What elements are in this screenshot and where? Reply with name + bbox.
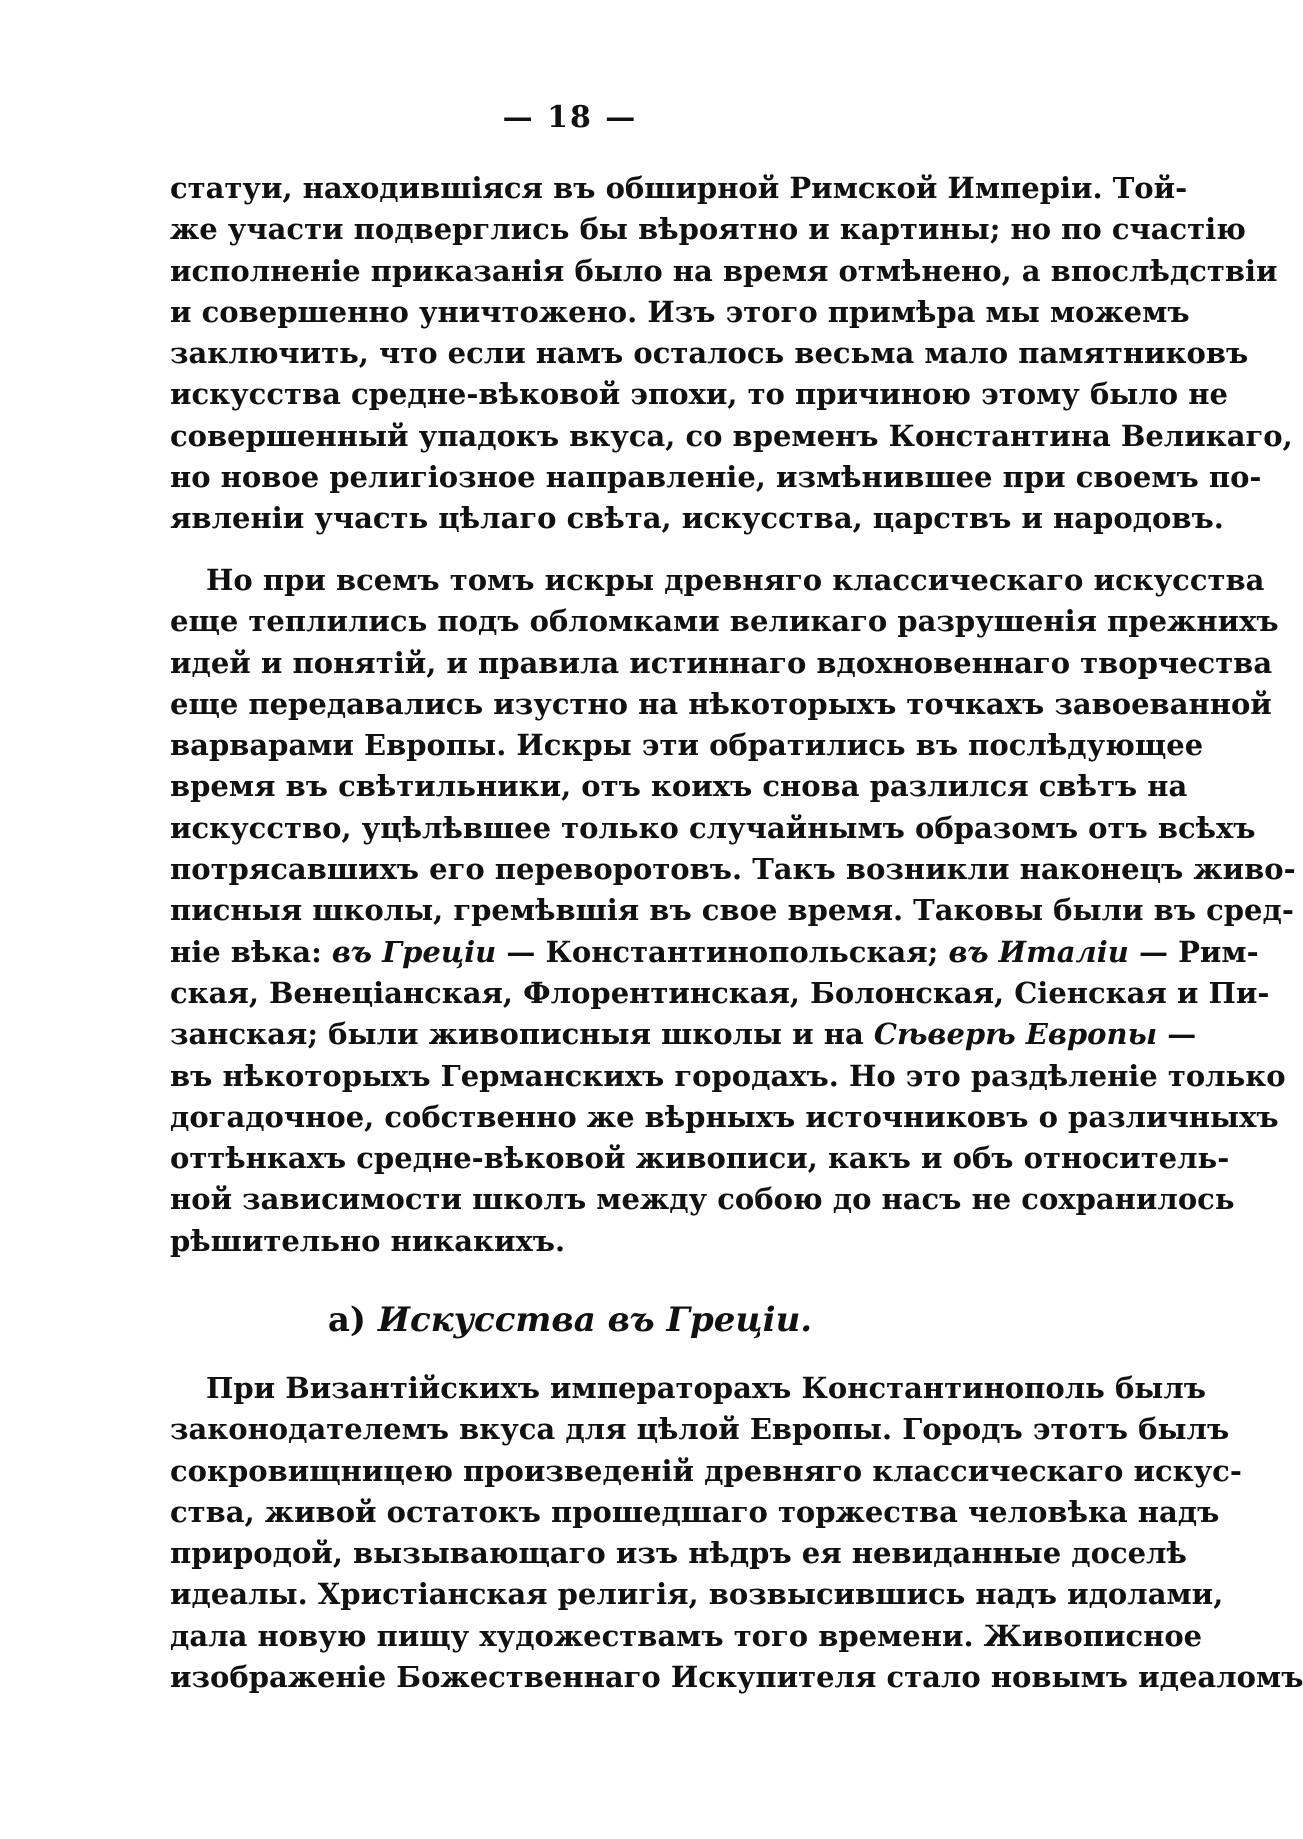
text-line: статуи, находившіяся въ обширной Римской Имперіи. Той- xyxy=(170,171,1188,205)
text-segment: — xyxy=(1167,1017,1197,1052)
text-line: исполненіе приказанія было на время отмѣнено, а впослѣдствіи xyxy=(170,253,1278,288)
text-line: ская, Венеціанская, Флорентинская, Болонская, Сіенская и Пи- xyxy=(170,975,1270,1010)
text-segment-italic: въ Италіи xyxy=(948,934,1129,969)
text-line: время въ свѣтильники, отъ коихъ снова разлился свѣтъ на xyxy=(170,769,1188,804)
paragraph-1 xyxy=(170,168,1293,540)
text-line: варварами Европы. Искры эти обратились въ послѣдующее xyxy=(170,728,1204,763)
text-line: еще теплились подъ обломками великаго разрушенія прежнихъ xyxy=(170,604,1279,639)
text-line: сокровищницею произведеній древняго классическаго искус- xyxy=(170,1453,1242,1488)
text-line: ства, живой остатокъ прошедшаго торжества человѣка надъ xyxy=(170,1494,1220,1529)
paragraph-3 xyxy=(170,1368,1303,1698)
text-line: же участи подверглись бы вѣроятно и картины; но по счастію xyxy=(170,212,1246,247)
section-heading-title: Искусства въ Греціи. xyxy=(377,1300,813,1340)
text-line: Но при всемъ томъ искры древняго классическаго искусства xyxy=(206,563,1265,597)
text-line: писныя школы, гремѣвшія въ свое время. Таковы были въ сред- xyxy=(170,893,1294,928)
paragraph-2 xyxy=(170,560,1296,1262)
text-segment: — Константинопольская; xyxy=(506,934,939,969)
text-line: При Византійскихъ императорахъ Константинополь былъ xyxy=(206,1371,1207,1405)
text-line: искусства средне-вѣковой эпохи, то причиною этому было не xyxy=(170,377,1228,412)
text-line: изображеніе Божественнаго Искупителя стало новымъ идеаломъ xyxy=(170,1660,1303,1695)
text-line: искусство, уцѣлѣвшее только случайнымъ образомъ отъ всѣхъ xyxy=(170,810,1256,845)
text-line: дала новую пищу художествамъ того времени. Живописное xyxy=(170,1618,1203,1653)
section-heading-prefix: а) xyxy=(327,1300,366,1340)
text-line: ной зависимости школъ между собою до насъ не сохранилось xyxy=(170,1182,1235,1217)
text-line: и совершенно уничтожено. Изъ этого примѣра мы можемъ xyxy=(170,294,1190,329)
text-line: явленіи участь цѣлаго свѣта, искусства, царствъ и народовъ. xyxy=(170,501,1224,536)
text-line: идеалы. Христіанская религія, возвысившись надъ идолами, xyxy=(170,1577,1224,1612)
text-line: природой, вызывающаго изъ нѣдръ ея невиданные доселѣ xyxy=(170,1536,1187,1571)
text-line: но новое религіозное направленіе, измѣнившее при своемъ по- xyxy=(170,460,1262,495)
section-heading xyxy=(0,1300,1140,1340)
text-line-mixed xyxy=(170,932,1259,973)
text-line: совершенный упадокъ вкуса, со временъ Константина Великаго, xyxy=(170,418,1293,453)
text-line: рѣшительно никакихъ. xyxy=(170,1223,566,1258)
text-line: идей и понятій, и правила истиннаго вдохновеннаго творчества xyxy=(170,645,1273,680)
text-line: потрясавшихъ его переворотовъ. Такъ возникли наконецъ живо- xyxy=(170,852,1296,887)
text-line: еще передавались изустно на нѣкоторыхъ точкахъ завоеванной xyxy=(170,686,1272,721)
text-line: законодателемъ вкуса для цѣлой Европы. Городъ этотъ былъ xyxy=(170,1412,1230,1447)
text-line: въ нѣкоторыхъ Германскихъ городахъ. Но это раздѣленіе только xyxy=(170,1058,1286,1093)
text-segment-italic: въ Греціи xyxy=(331,934,497,969)
text-segment: занская; были живописныя школы и на xyxy=(170,1017,864,1052)
text-line-mixed xyxy=(170,1014,1197,1055)
text-line: догадочное, собственно же вѣрныхъ источниковъ о различныхъ xyxy=(170,1099,1279,1134)
text-line: заключить, что если намъ осталось весьма мало памятниковъ xyxy=(170,336,1249,371)
page-number: — 18 — xyxy=(502,100,638,135)
text-line: оттѣнкахъ средне-вѣковой живописи, какъ и объ относитель- xyxy=(170,1141,1230,1176)
text-segment: — Рим- xyxy=(1139,934,1259,969)
text-segment-italic: Сѣверѣ Европы xyxy=(873,1017,1158,1052)
text-segment: ніе вѣка: xyxy=(170,934,322,969)
